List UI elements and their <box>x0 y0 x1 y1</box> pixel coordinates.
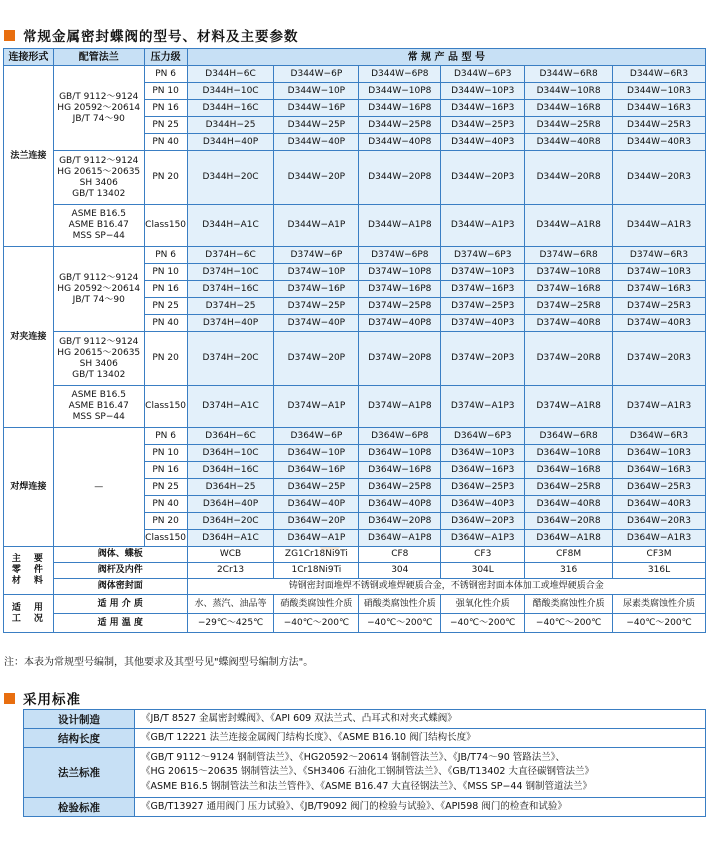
standard-row <box>24 710 706 729</box>
flange-standard-line: GB/T 9112～9124 <box>59 336 139 347</box>
condition-value: 水、蒸汽、油品等 <box>187 595 274 614</box>
model-code: D344W−25R8 <box>525 117 613 134</box>
flange-standard <box>53 428 144 547</box>
model-code: D364W−10R3 <box>613 445 706 462</box>
model-code: D374W−25P <box>274 298 359 315</box>
model-code: D364W−A1R3 <box>613 530 706 547</box>
material-value: CF3 <box>441 547 525 563</box>
model-code: D364W−A1P <box>274 530 359 547</box>
model-code: D344W−40P <box>274 134 359 151</box>
model-code: D374W−6R8 <box>525 247 613 264</box>
model-code: D344W−25P <box>274 117 359 134</box>
model-code: D374W−25P3 <box>441 298 525 315</box>
model-code: D364W−6R8 <box>525 428 613 445</box>
model-code: D364W−16P3 <box>441 462 525 479</box>
model-code: D374H−10C <box>187 264 274 281</box>
pressure-class: PN 25 <box>144 479 187 496</box>
model-code: D364W−25P8 <box>359 479 441 496</box>
model-code: D374H−A1C <box>187 386 274 428</box>
table-note: 注：本表为常规型号编制，其他要求及其型号见"蝶阀型号编制方法"。 <box>4 657 314 668</box>
model-code: D344H−A1C <box>187 205 274 247</box>
standard-label: 检验标准 <box>24 798 135 817</box>
standard-value <box>135 710 706 729</box>
model-code: D374W−A1P3 <box>441 386 525 428</box>
model-code: D374H−16C <box>187 281 274 298</box>
condition-value: −40℃～200℃ <box>441 614 525 633</box>
model-code: D344W−A1P8 <box>359 205 441 247</box>
model-code: D374W−10P3 <box>441 264 525 281</box>
valve-model-table <box>3 48 706 633</box>
condition-value: 尿素类腐蚀性介质 <box>613 595 706 614</box>
standard-value <box>135 729 706 748</box>
pressure-class: PN 16 <box>144 462 187 479</box>
model-code: D364W−25P3 <box>441 479 525 496</box>
model-code: D344W−25R3 <box>613 117 706 134</box>
model-code: D374W−20R3 <box>613 332 706 386</box>
conditions-label <box>4 595 54 633</box>
model-code: D374W−16P <box>274 281 359 298</box>
pressure-class: Class150 <box>144 205 187 247</box>
flange-standard-line: JB/T 74～90 <box>72 294 125 305</box>
model-code: D344W−40R8 <box>525 134 613 151</box>
pressure-class: Class150 <box>144 530 187 547</box>
material-value: 304L <box>441 563 525 579</box>
model-code: D364W−40P <box>274 496 359 513</box>
orange-square-icon <box>4 30 15 41</box>
flange-standard-line: MSS SP−44 <box>72 412 125 422</box>
model-code: D364H−20C <box>187 513 274 530</box>
model-code: D344H−16C <box>187 100 274 117</box>
model-code: D344H−40P <box>187 134 274 151</box>
model-code: D374W−16R8 <box>525 281 613 298</box>
material-row <box>4 547 706 563</box>
pressure-class: PN 40 <box>144 315 187 332</box>
model-code: D344W−16P8 <box>359 100 441 117</box>
model-code: D364W−20P <box>274 513 359 530</box>
model-code: D344W−16R3 <box>613 100 706 117</box>
condition-value: −40℃～200℃ <box>525 614 613 633</box>
model-code: D344W−20P8 <box>359 151 441 205</box>
standard-label: 结构长度 <box>24 729 135 748</box>
model-code: D374W−6P <box>274 247 359 264</box>
model-code: D344W−25P3 <box>441 117 525 134</box>
header-models: 常 规 产 品 型 号 <box>187 49 705 66</box>
table-row <box>4 66 706 83</box>
model-code: D344H−10C <box>187 83 274 100</box>
flange-standard-line: GB/T 9112～9124 <box>59 155 139 166</box>
model-code: D364H−16C <box>187 462 274 479</box>
flange-standard-line: GB/T 13402 <box>72 188 126 199</box>
model-code: D344W−20R8 <box>525 151 613 205</box>
model-code: D344W−A1R3 <box>613 205 706 247</box>
material-part: 阀杆及内件 <box>53 563 187 579</box>
section-header <box>4 689 81 707</box>
model-code: D374W−A1R3 <box>613 386 706 428</box>
pressure-class: PN 16 <box>144 100 187 117</box>
model-code: D374W−A1P8 <box>359 386 441 428</box>
pressure-class: PN 40 <box>144 496 187 513</box>
model-code: D344W−6P <box>274 66 359 83</box>
flange-standard-line: GB/T 13402 <box>72 369 126 380</box>
pressure-class: PN 16 <box>144 281 187 298</box>
model-code: D364H−10C <box>187 445 274 462</box>
model-code: D344W−10P3 <box>441 83 525 100</box>
model-code: D344W−6R8 <box>525 66 613 83</box>
material-value: CF3M <box>613 547 706 563</box>
flange-standard-line: HG 20592～20614 <box>57 102 141 113</box>
standard-line: 《GB/T 12221 法兰连接金属阀门结构长度》、《ASME B16.10 阀门结构长度》 <box>141 731 476 743</box>
model-code: D344W−20R3 <box>613 151 706 205</box>
model-code: D364W−20R8 <box>525 513 613 530</box>
standard-row <box>24 729 706 748</box>
model-code: D364W−10P <box>274 445 359 462</box>
pressure-class: PN 25 <box>144 298 187 315</box>
model-code: D374H−25 <box>187 298 274 315</box>
model-code: D374W−40R8 <box>525 315 613 332</box>
flange-standard-line: SH 3406 <box>79 358 118 369</box>
model-code: D344W−20P <box>274 151 359 205</box>
pressure-class: PN 20 <box>144 151 187 205</box>
model-code: D364H−A1C <box>187 530 274 547</box>
material-value: WCB <box>187 547 274 563</box>
model-code: D364W−20R3 <box>613 513 706 530</box>
flange-standard-line: HG 20615～20635 <box>57 347 141 358</box>
standard-value <box>135 748 706 798</box>
standard-label: 法兰标准 <box>24 748 135 798</box>
pressure-class: PN 6 <box>144 247 187 264</box>
model-code: D374W−25R8 <box>525 298 613 315</box>
model-code: D374W−20P8 <box>359 332 441 386</box>
model-code: D364W−25P <box>274 479 359 496</box>
header-flange: 配管法兰 <box>53 49 144 66</box>
model-code: D374W−40P <box>274 315 359 332</box>
model-code: D374W−16R3 <box>613 281 706 298</box>
model-code: D374W−16P8 <box>359 281 441 298</box>
pressure-class: PN 10 <box>144 83 187 100</box>
model-code: D344W−40R3 <box>613 134 706 151</box>
model-code: D344W−40P3 <box>441 134 525 151</box>
flange-standard-line: ASME B16.47 <box>68 220 129 230</box>
flange-standard <box>53 66 144 151</box>
model-code: D374W−10R8 <box>525 264 613 281</box>
model-code: D374W−20R8 <box>525 332 613 386</box>
condition-value: −29℃～425℃ <box>187 614 274 633</box>
flange-standard-line: HG 20615～20635 <box>57 166 141 177</box>
model-code: D344W−6R3 <box>613 66 706 83</box>
model-code: D374W−10P8 <box>359 264 441 281</box>
flange-standard-line: GB/T 9112～9124 <box>59 272 139 283</box>
standard-row <box>24 748 706 798</box>
materials-label-line: 零 件 <box>11 565 45 575</box>
flange-standard-line: JB/T 74～90 <box>72 113 125 124</box>
model-code: D364W−16P <box>274 462 359 479</box>
standard-line: 《HG 20615～20635 钢制管法兰》、《SH3406 石油化工钢制管法兰》、《GB/T13402 大直径碳钢管法兰》 <box>141 766 594 778</box>
flange-standard <box>53 247 144 332</box>
model-code: D364W−16R8 <box>525 462 613 479</box>
pressure-class: PN 40 <box>144 134 187 151</box>
condition-value: −40℃～200℃ <box>359 614 441 633</box>
model-code: D374W−10R3 <box>613 264 706 281</box>
standards-table <box>23 709 706 817</box>
model-code: D344W−40P8 <box>359 134 441 151</box>
material-value: 316 <box>525 563 613 579</box>
model-code: D374W−40R3 <box>613 315 706 332</box>
model-code: D344H−6C <box>187 66 274 83</box>
model-code: D364W−25R8 <box>525 479 613 496</box>
condition-value: −40℃～200℃ <box>613 614 706 633</box>
model-code: D374W−10P <box>274 264 359 281</box>
model-code: D344W−A1P3 <box>441 205 525 247</box>
model-code: D344W−16P3 <box>441 100 525 117</box>
material-value: CF8 <box>359 547 441 563</box>
model-code: D364W−6P <box>274 428 359 445</box>
pressure-class: PN 6 <box>144 66 187 83</box>
model-code: D364W−40R3 <box>613 496 706 513</box>
model-code: D374H−6C <box>187 247 274 264</box>
model-code: D364W−40R8 <box>525 496 613 513</box>
model-code: D364W−25R3 <box>613 479 706 496</box>
model-code: D344W−10P8 <box>359 83 441 100</box>
model-code: D374W−25R3 <box>613 298 706 315</box>
model-code: D374W−A1R8 <box>525 386 613 428</box>
flange-standard-line: SH 3406 <box>79 177 118 188</box>
pressure-class: PN 6 <box>144 428 187 445</box>
standard-line: 《GB/T 9112～9124 钢制管法兰》、《HG20592～20614 钢制管法兰》、《JB/T74～90 管路法兰》、 <box>141 751 566 763</box>
model-code: D344W−6P3 <box>441 66 525 83</box>
flange-standard-line: ASME B16.5 <box>71 390 126 400</box>
flange-standard <box>53 151 144 205</box>
standard-label: 设计制造 <box>24 710 135 729</box>
model-code: D344W−10P <box>274 83 359 100</box>
model-code: D344W−10R8 <box>525 83 613 100</box>
flange-standard-line: HG 20592～20614 <box>57 283 141 294</box>
model-code: D344W−20P3 <box>441 151 525 205</box>
model-code: D364W−10P8 <box>359 445 441 462</box>
table-row <box>4 247 706 264</box>
condition-name: 适 用 温 度 <box>53 614 187 633</box>
model-code: D374W−25P8 <box>359 298 441 315</box>
flange-standard-line: GB/T 9112～9124 <box>59 91 139 102</box>
connection-type: 对焊连接 <box>4 428 54 547</box>
connection-type: 对夹连接 <box>4 247 54 428</box>
model-code: D364W−16R3 <box>613 462 706 479</box>
model-code: D364W−20P3 <box>441 513 525 530</box>
model-code: D364W−10R8 <box>525 445 613 462</box>
flange-standard <box>53 332 144 386</box>
model-code: D374W−6P3 <box>441 247 525 264</box>
materials-label <box>4 547 54 595</box>
material-part: 阀体、蝶板 <box>53 547 187 563</box>
condition-row <box>4 614 706 633</box>
model-code: D364H−25 <box>187 479 274 496</box>
material-value: ZG1Cr18Ni9Ti <box>274 547 359 563</box>
condition-value: −40℃～200℃ <box>274 614 359 633</box>
material-value: 2Cr13 <box>187 563 274 579</box>
condition-value: 强氧化性介质 <box>441 595 525 614</box>
model-code: D364W−40P8 <box>359 496 441 513</box>
model-code: D344W−A1R8 <box>525 205 613 247</box>
model-code: D344W−6P8 <box>359 66 441 83</box>
condition-value: 硝酸类腐蚀性介质 <box>274 595 359 614</box>
material-value: 316L <box>613 563 706 579</box>
material-value: 1Cr18Ni9Ti <box>274 563 359 579</box>
table-row <box>4 428 706 445</box>
model-code: D364W−6P3 <box>441 428 525 445</box>
model-code: D364W−6P8 <box>359 428 441 445</box>
model-code: D344W−16R8 <box>525 100 613 117</box>
model-code: D374H−40P <box>187 315 274 332</box>
standard-value <box>135 798 706 817</box>
model-code: D344W−A1P <box>274 205 359 247</box>
flange-standard <box>53 386 144 428</box>
material-row <box>4 563 706 579</box>
material-part: 阀体密封面 <box>53 579 187 595</box>
pressure-class: PN 20 <box>144 513 187 530</box>
standard-line: 《JB/T 8527 金属密封蝶阀》、《API 609 双法兰式、凸耳式和对夹式蝶阀》 <box>141 712 457 724</box>
pressure-class: PN 10 <box>144 445 187 462</box>
material-value: 304 <box>359 563 441 579</box>
pressure-class: PN 10 <box>144 264 187 281</box>
flange-standard-line: MSS SP−44 <box>72 231 125 241</box>
conditions-label-line: 适 用 <box>11 602 45 613</box>
standard-line: 《ASME B16.5 钢制管法兰和法兰管件》、《ASME B16.47 大直径钢法兰》、《MSS SP−44 钢制管道法兰》 <box>141 780 593 792</box>
section-title: 常规金属密封蝶阀的型号、材料及主要参数 <box>23 29 299 45</box>
model-code: D364W−A1P8 <box>359 530 441 547</box>
table-row <box>4 205 706 247</box>
condition-value: 醋酸类腐蚀性介质 <box>525 595 613 614</box>
model-code: D374W−6P8 <box>359 247 441 264</box>
flange-standard <box>53 205 144 247</box>
model-code: D364W−10P3 <box>441 445 525 462</box>
standard-line: 《GB/T13927 通用阀门 压力试验》、《JB/T9092 阀门的检验与试验》、《API598 阀门的检查和试验》 <box>141 800 567 812</box>
model-code: D374W−6R3 <box>613 247 706 264</box>
condition-name: 适 用 介 质 <box>53 595 187 614</box>
model-code: D364W−20P8 <box>359 513 441 530</box>
pressure-class: PN 20 <box>144 332 187 386</box>
flange-standard-line: — <box>94 481 104 492</box>
model-code: D344H−25 <box>187 117 274 134</box>
table-row <box>4 386 706 428</box>
model-code: D344W−16P <box>274 100 359 117</box>
orange-square-icon <box>4 693 15 704</box>
model-code: D364W−A1P3 <box>441 530 525 547</box>
model-code: D344H−20C <box>187 151 274 205</box>
flange-standard-line: ASME B16.5 <box>71 209 126 219</box>
table-row <box>4 332 706 386</box>
materials-label-line: 材 料 <box>11 576 45 586</box>
model-code: D364W−6R3 <box>613 428 706 445</box>
material-row <box>4 579 706 595</box>
model-code: D344W−25P8 <box>359 117 441 134</box>
materials-label-line: 主 要 <box>11 554 45 564</box>
material-span: 铸钢密封面堆焊不锈钢或堆焊硬质合金，不锈钢密封面本体加工或堆焊硬质合金 <box>187 579 705 595</box>
conditions-label-line: 工 况 <box>11 613 45 624</box>
model-code: D374W−16P3 <box>441 281 525 298</box>
model-code: D344W−10R3 <box>613 83 706 100</box>
condition-row <box>4 595 706 614</box>
section-header <box>4 26 299 44</box>
pressure-class: PN 25 <box>144 117 187 134</box>
model-code: D374H−20C <box>187 332 274 386</box>
connection-type: 法兰连接 <box>4 66 54 247</box>
flange-standard-line: ASME B16.47 <box>68 401 129 411</box>
model-code: D364W−40P3 <box>441 496 525 513</box>
condition-value: 硝酸类腐蚀性介质 <box>359 595 441 614</box>
model-code: D374W−40P8 <box>359 315 441 332</box>
model-code: D364W−16P8 <box>359 462 441 479</box>
model-code: D364W−A1R8 <box>525 530 613 547</box>
model-code: D374W−40P3 <box>441 315 525 332</box>
model-code: D364H−40P <box>187 496 274 513</box>
table-header-row <box>4 49 706 66</box>
material-value: CF8M <box>525 547 613 563</box>
pressure-class: Class150 <box>144 386 187 428</box>
section-title: 采用标准 <box>23 692 81 708</box>
standard-row <box>24 798 706 817</box>
model-code: D374W−20P3 <box>441 332 525 386</box>
model-code: D364H−6C <box>187 428 274 445</box>
table-row <box>4 151 706 205</box>
model-code: D374W−A1P <box>274 386 359 428</box>
model-code: D374W−20P <box>274 332 359 386</box>
header-conn: 连接形式 <box>4 49 54 66</box>
header-pressure: 压力级 <box>144 49 187 66</box>
